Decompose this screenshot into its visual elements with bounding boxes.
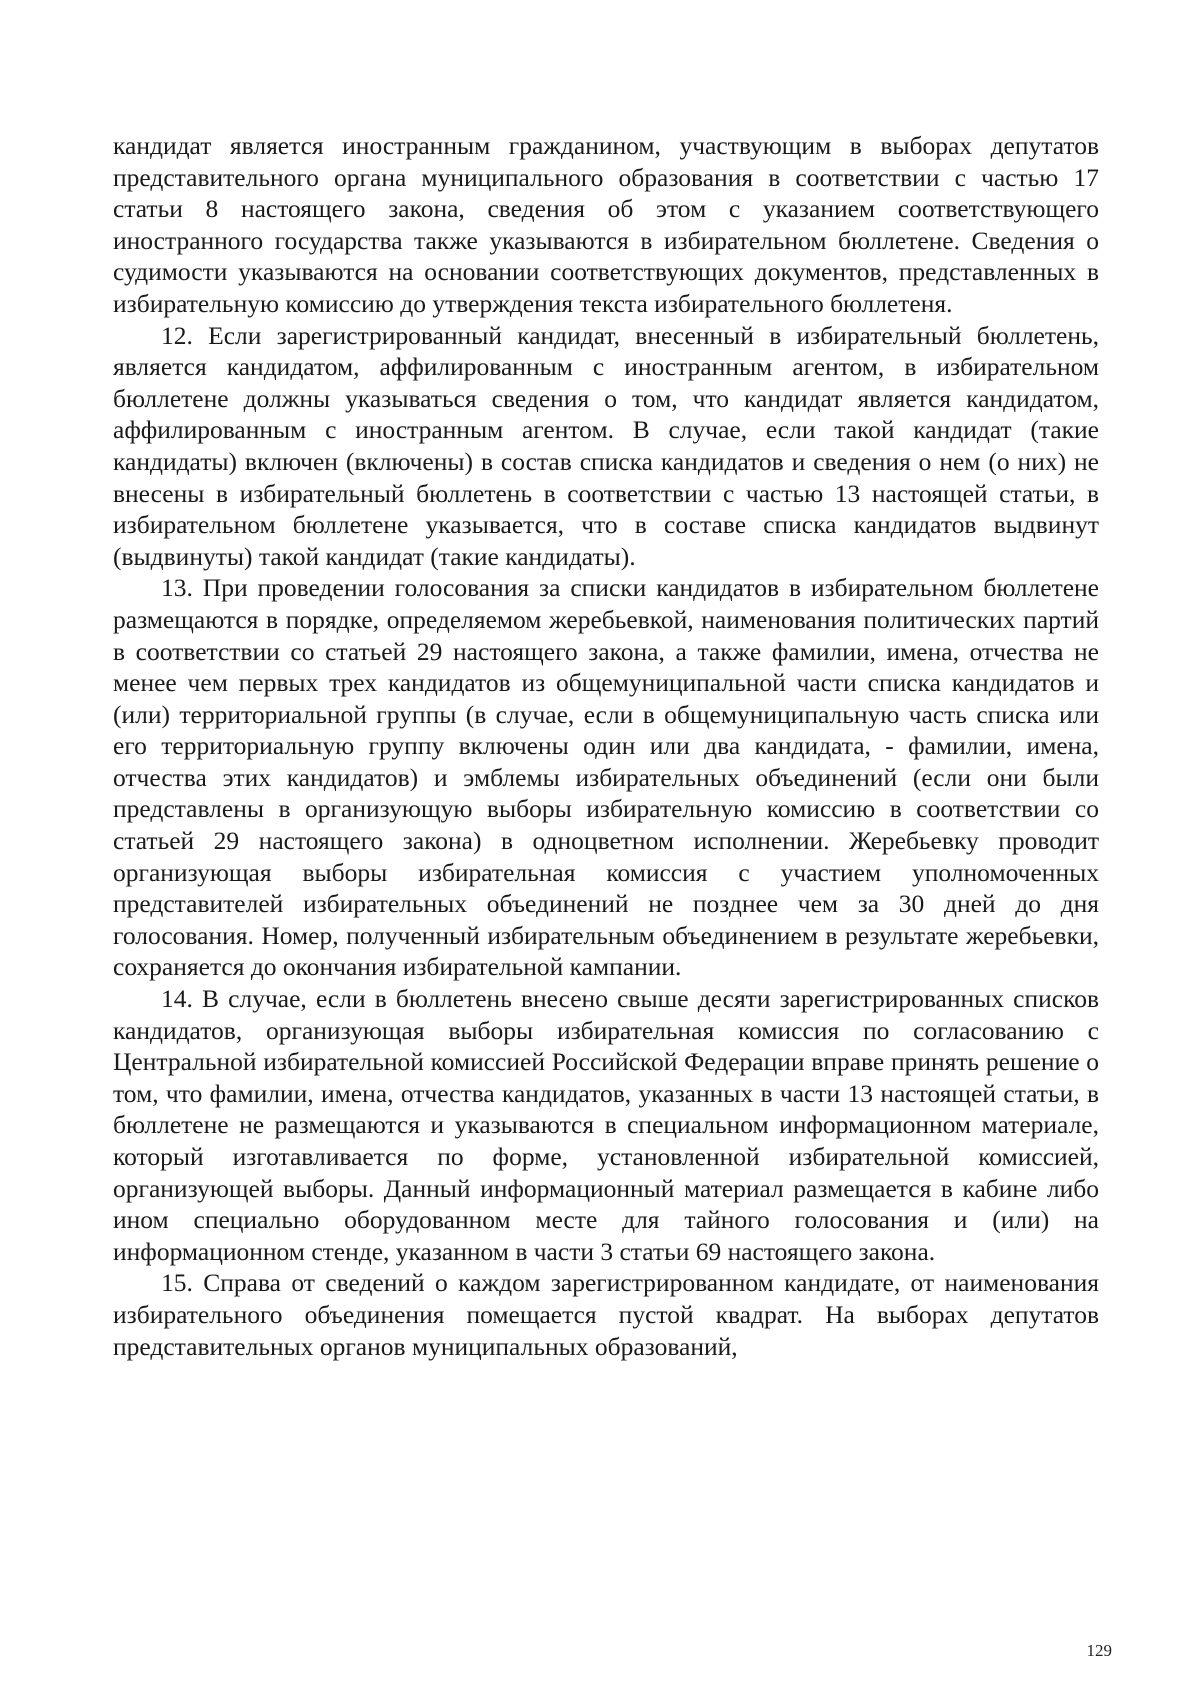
body-text	[113, 130, 1099, 1362]
paragraph-continuation: кандидат является иностранным гражданином, участвующим в выборах депутатов представительного органа муниципального образования в соответствии с частью 17 статьи 8 настоящего закона, сведения об этом с указанием соответствующего иностранного государства также указываются в избирательном бюллетене. Сведения о судимости указываются на основании соответствующих документов, представленных в избирательную комиссию до утверждения текста избирательного бюллетеня.	[113, 131, 1099, 318]
paragraph-12: 12. Если зарегистрированный кандидат, внесенный в избирательный бюллетень, является кандидатом, аффилированным с иностранным агентом, в избирательном бюллетене должны указываться сведения о том, что кандидат является кандидатом, аффилированным с иностранным агентом. В случае, если такой кандидат (такие кандидаты) включен (включены) в состав списка кандидатов и сведения о нем (о них) не внесены в избирательный бюллетень в соответствии с частью 13 настоящей статьи, в избирательном бюллетене указывается, что в составе списка кандидатов выдвинут (выдвинуты) такой кандидат (такие кандидаты).	[113, 320, 1099, 571]
paragraph-14: 14. В случае, если в бюллетень внесено свыше десяти зарегистрированных списков кандидатов, организующая выборы избирательная комиссия по согласованию с Центральной избирательной комиссией Российской Федерации вправе принять решение о том, что фамилии, имена, отчества кандидатов, указанных в части 13 настоящей статьи, в бюллетене не размещаются и указываются в специальном информационном материале, который изготавливается по форме, установленной избирательной комиссией, организующей выборы. Данный информационный материал размещается в кабине либо ином специально оборудованном месте для тайного голосования и (или) на информационном стенде, указанном в части 3 статьи 69 настоящего закона.	[113, 984, 1099, 1266]
page-number: 129	[1086, 1641, 1112, 1660]
paragraph-15: 15. Справа от сведений о каждом зарегистрированном кандидате, от наименования избирательного объединения помещается пустой квадрат. На выборах депутатов представительных органов муниципальных образований,	[113, 1268, 1099, 1361]
paragraph-13: 13. При проведении голосования за списки кандидатов в избирательном бюллетене размещаются в порядке, определяемом жеребьевкой, наименования политических партий в соответствии со статьей 29 настоящего закона, а также фамилии, имена, отчества не менее чем первых трех кандидатов из общемуниципальной части списка кандидатов и (или) территориальной группы (в случае, если в общемуниципальную часть списка или его территориальную группу включены один или два кандидата, - фамилии, имена, отчества этих кандидатов) и эмблемы избирательных объединений (если они были представлены в организующую выборы избирательную комиссию в соответствии со статьей 29 настоящего закона) в одноцветном исполнении. Жеребьевку проводит организующая выборы избирательная комиссия с участием уполномоченных представителей избирательных объединений не позднее чем за 30 дней до дня голосования. Номер, полученный избирательным объединением в результате жеребьевки, сохраняется до окончания избирательной кампании.	[113, 573, 1099, 982]
